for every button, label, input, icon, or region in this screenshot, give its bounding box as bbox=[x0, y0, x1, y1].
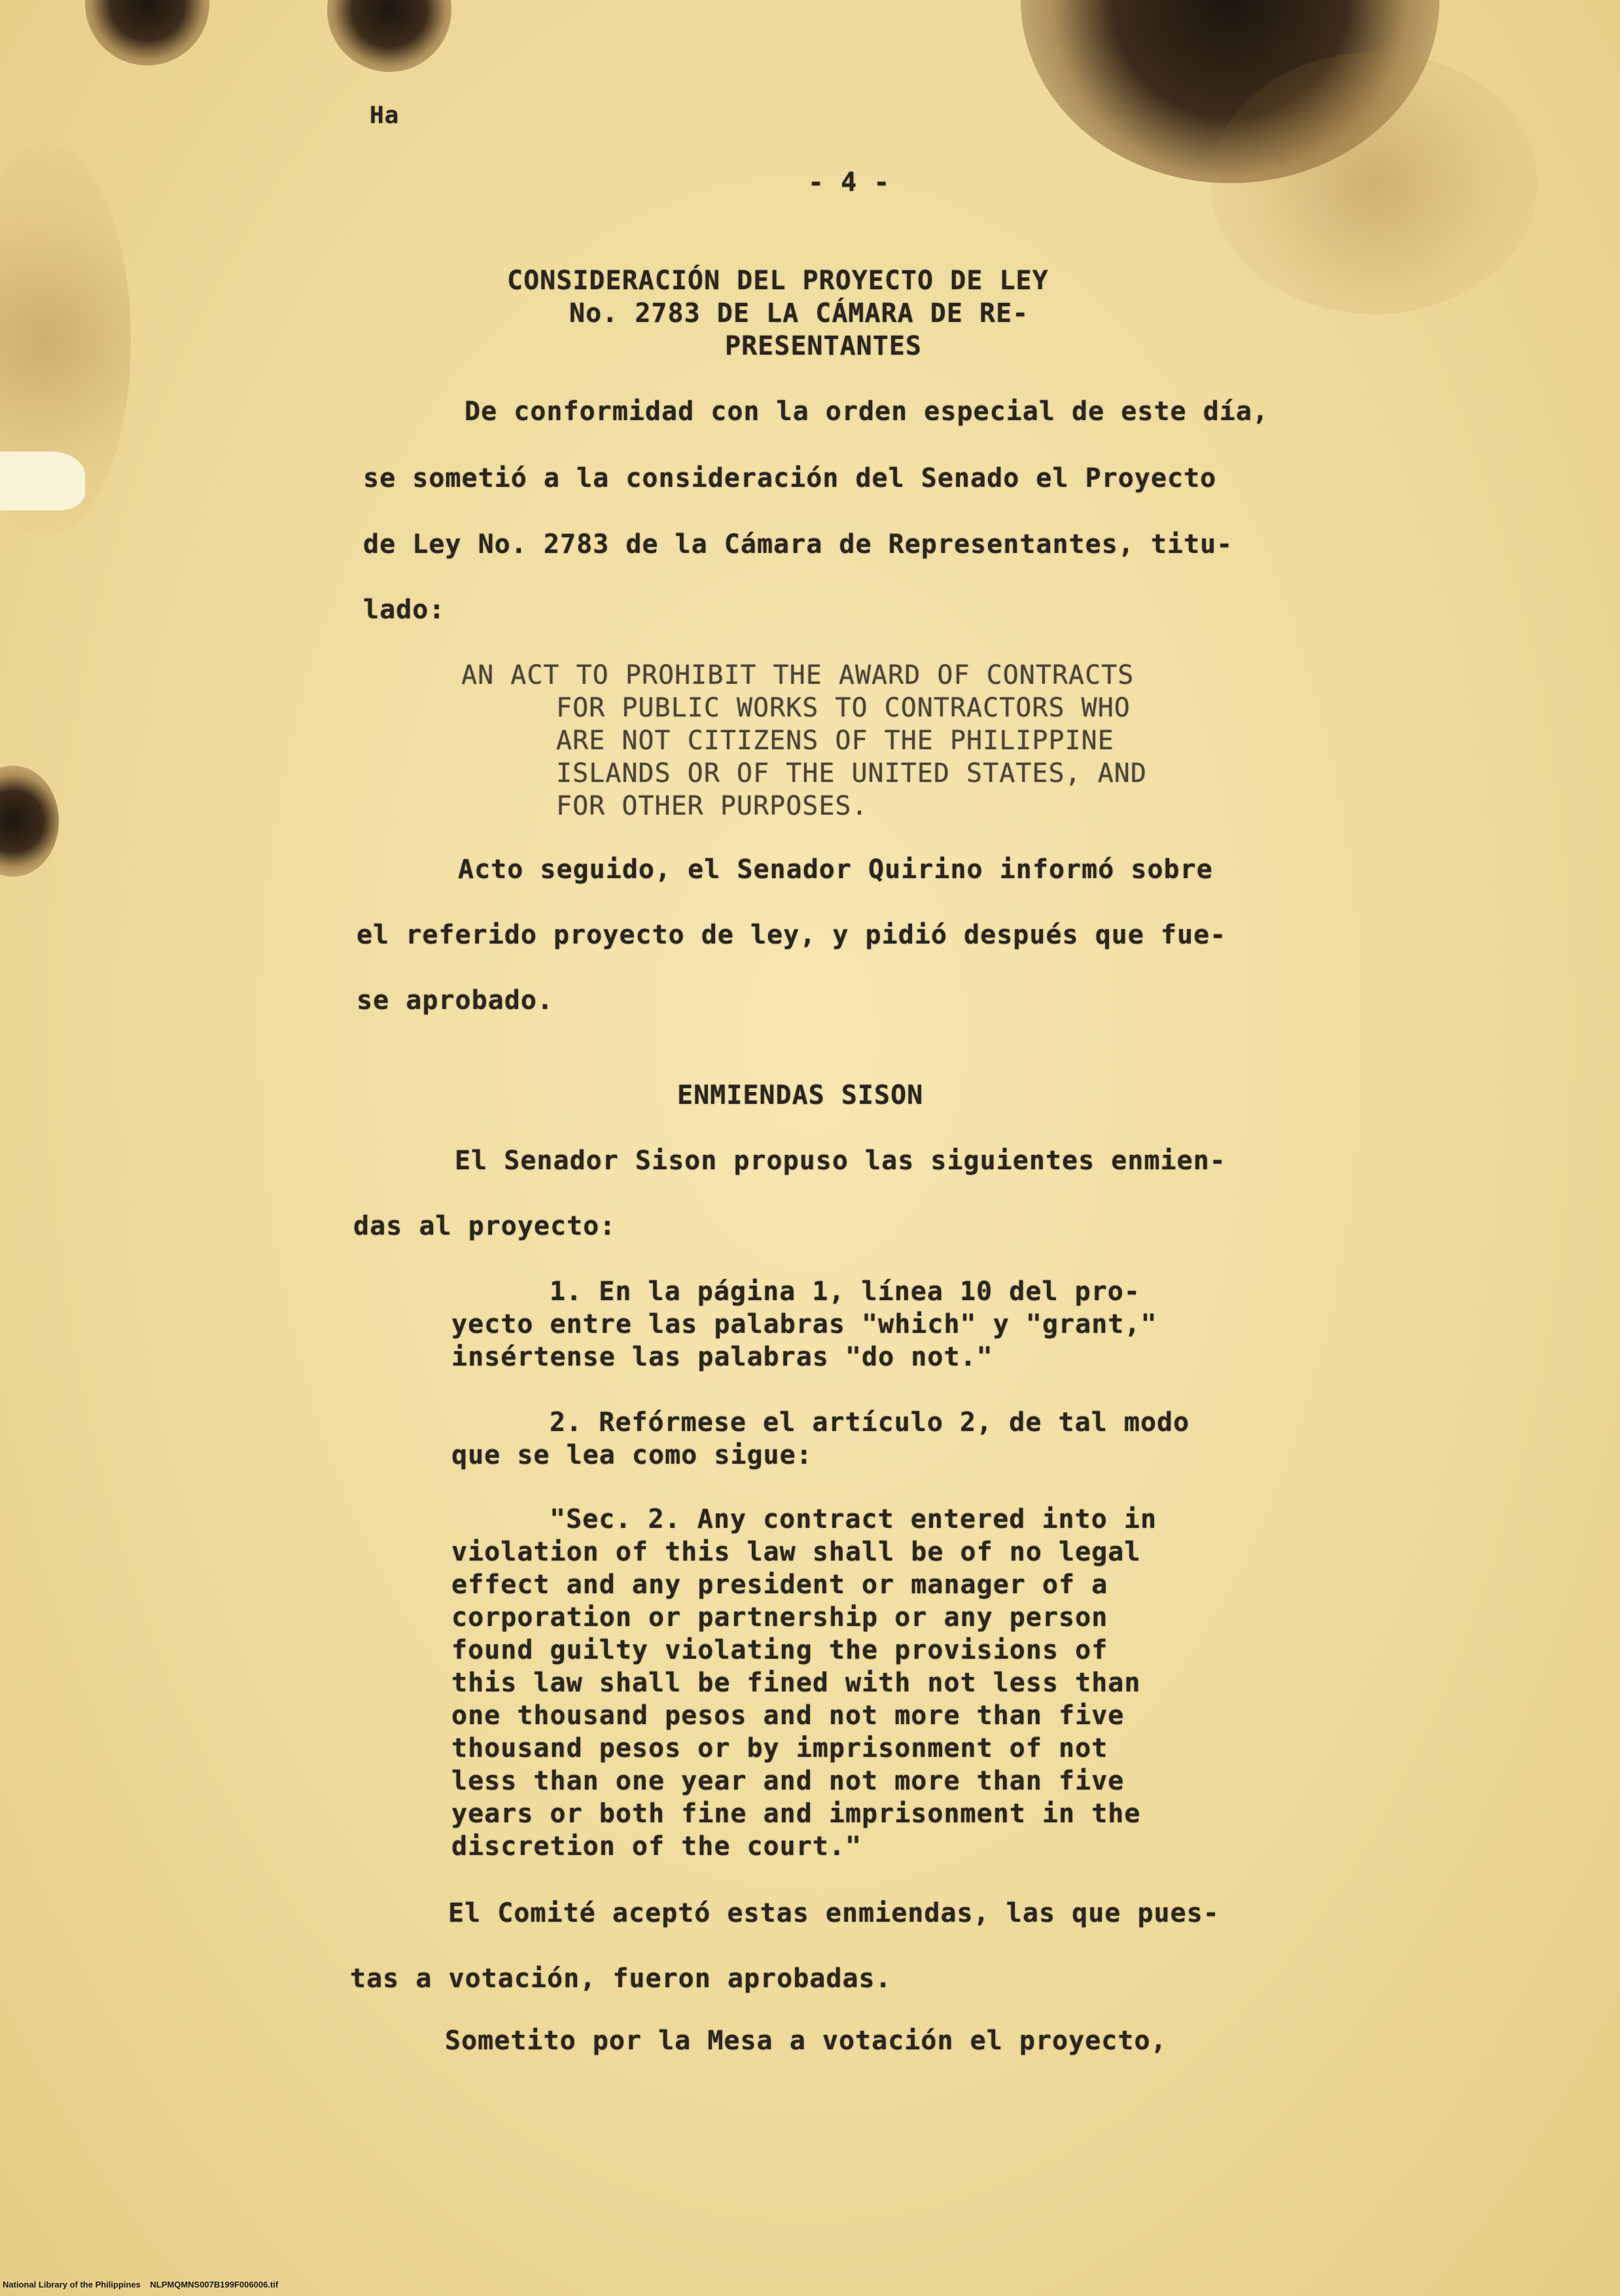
body-line: de Ley No. 2783 de la Cámara de Representantes, titu- bbox=[363, 529, 1233, 559]
body-line: lado: bbox=[363, 595, 446, 625]
act-title-line: ARE NOT CITIZENS OF THE PHILIPPINE bbox=[556, 726, 1114, 756]
torn-edge bbox=[0, 451, 85, 510]
body-line: se aprobado. bbox=[357, 985, 554, 1016]
amendment-line: 2. Refórmese el artículo 2, de tal modo bbox=[550, 1407, 1190, 1438]
body-line: El Senador Sison propuso las siguientes enmien- bbox=[455, 1146, 1226, 1176]
quote-line: effect and any president or manager of a bbox=[451, 1570, 1108, 1600]
quote-line: found guilty violating the provisions of bbox=[451, 1635, 1108, 1665]
body-line: De conformidad con la orden especial de este día, bbox=[465, 397, 1269, 427]
heading-line: No. 2783 DE LA CÁMARA DE RE- bbox=[569, 298, 1029, 328]
heading-line: CONSIDERACIÓN DEL PROYECTO DE LEY bbox=[507, 266, 1049, 296]
stain-upper-right bbox=[1210, 52, 1538, 314]
quote-line: less than one year and not more than five bbox=[451, 1766, 1125, 1796]
body-line: Acto seguido, el Senador Quirino informó sobre bbox=[458, 855, 1213, 885]
quote-line: discretion of the court." bbox=[451, 1831, 862, 1862]
body-line: se sometió a la consideración del Senado el Proyecto bbox=[363, 463, 1217, 493]
subheading: ENMIENDAS SISON bbox=[677, 1080, 924, 1110]
amendment-line: yecto entre las palabras "which" y "grant," bbox=[451, 1309, 1157, 1339]
body-line: das al proyecto: bbox=[353, 1211, 616, 1241]
footer-file: NLPMQMNS007B199F006006.tif bbox=[150, 2280, 279, 2289]
heading-line: PRESENTANTES bbox=[725, 331, 922, 361]
quote-line: violation of this law shall be of no legal bbox=[451, 1537, 1141, 1567]
act-title-line: FOR PUBLIC WORKS TO CONTRACTORS WHO bbox=[556, 693, 1131, 723]
body-line: El Comité aceptó estas enmiendas, las que pues- bbox=[448, 1898, 1220, 1928]
body-line: Sometito por la Mesa a votación el proyecto, bbox=[445, 2026, 1167, 2056]
body-line: el referido proyecto de ley, y pidió después que fue- bbox=[357, 920, 1227, 950]
act-title-line: ISLANDS OR OF THE UNITED STATES, AND bbox=[556, 758, 1147, 788]
amendment-line: que se lea como sigue: bbox=[451, 1440, 813, 1470]
act-title-line: AN ACT TO PROHIBIT THE AWARD OF CONTRACTS bbox=[461, 660, 1135, 690]
quote-line: years or both fine and imprisonment in the bbox=[451, 1799, 1141, 1829]
quote-line: corporation or partnership or any person bbox=[451, 1602, 1108, 1633]
quote-line: thousand pesos or by imprisonment of not bbox=[451, 1733, 1108, 1763]
amendment-line: insértense las palabras "do not." bbox=[451, 1342, 993, 1372]
typist-initials: Ha bbox=[370, 102, 400, 129]
quote-line: one thousand pesos and not more than five bbox=[451, 1701, 1125, 1731]
footer-library: National Library of the Philippines bbox=[3, 2280, 141, 2289]
quote-line: this law shall be fined with not less than bbox=[451, 1668, 1141, 1698]
amendment-line: 1. En la página 1, línea 10 del pro- bbox=[550, 1277, 1140, 1307]
quote-line: "Sec. 2. Any contract entered into in bbox=[550, 1504, 1157, 1534]
act-title-line: FOR OTHER PURPOSES. bbox=[556, 791, 868, 821]
body-line: tas a votación, fueron aprobadas. bbox=[350, 1964, 892, 1994]
page-number: - 4 - bbox=[808, 168, 890, 198]
archive-footer bbox=[3, 2280, 278, 2289]
